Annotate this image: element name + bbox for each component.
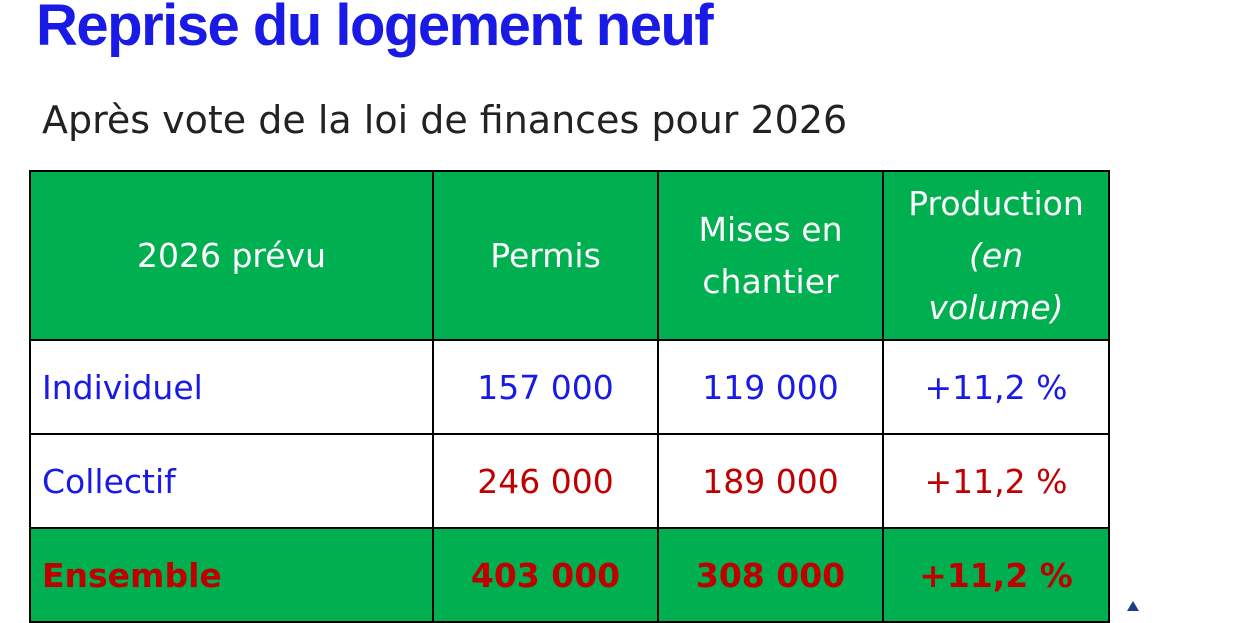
cell-permis-ensemble: 403 000 bbox=[433, 528, 658, 622]
header-permis: Permis bbox=[433, 171, 658, 340]
header-mises-en-chantier bbox=[658, 171, 883, 340]
housing-table bbox=[29, 170, 1110, 623]
table-row-individuel bbox=[30, 340, 1109, 434]
header-production-line2: (en bbox=[968, 235, 1024, 275]
table-row-collectif bbox=[30, 434, 1109, 528]
cell-permis-collectif: 246 000 bbox=[433, 434, 658, 528]
slide-title: Reprise du logement neuf bbox=[36, 0, 713, 58]
header-production-line3: volume) bbox=[928, 287, 1064, 327]
cell-production-ensemble: +11,2 % bbox=[883, 528, 1109, 622]
header-production bbox=[883, 171, 1109, 340]
table-row-ensemble bbox=[30, 528, 1109, 622]
cell-production-collectif: +11,2 % bbox=[883, 434, 1109, 528]
header-mises-line1: Mises en bbox=[698, 209, 843, 249]
header-production-line1: Production bbox=[908, 183, 1084, 223]
cell-permis-individuel: 157 000 bbox=[433, 340, 658, 434]
header-2026-prevu: 2026 prévu bbox=[30, 171, 433, 340]
cell-mises-ensemble: 308 000 bbox=[658, 528, 883, 622]
table-header-row bbox=[30, 171, 1109, 340]
slide-subtitle: Après vote de la loi de finances pour 2026 bbox=[42, 98, 848, 142]
header-mises-line2: chantier bbox=[702, 261, 839, 301]
cell-mises-individuel: 119 000 bbox=[658, 340, 883, 434]
row-label-ensemble: Ensemble bbox=[30, 528, 433, 622]
cell-mises-collectif: 189 000 bbox=[658, 434, 883, 528]
row-label-individuel: Individuel bbox=[30, 340, 433, 434]
cell-production-individuel: +11,2 % bbox=[883, 340, 1109, 434]
row-label-collectif: Collectif bbox=[30, 434, 433, 528]
corner-marker-icon bbox=[1127, 601, 1139, 611]
